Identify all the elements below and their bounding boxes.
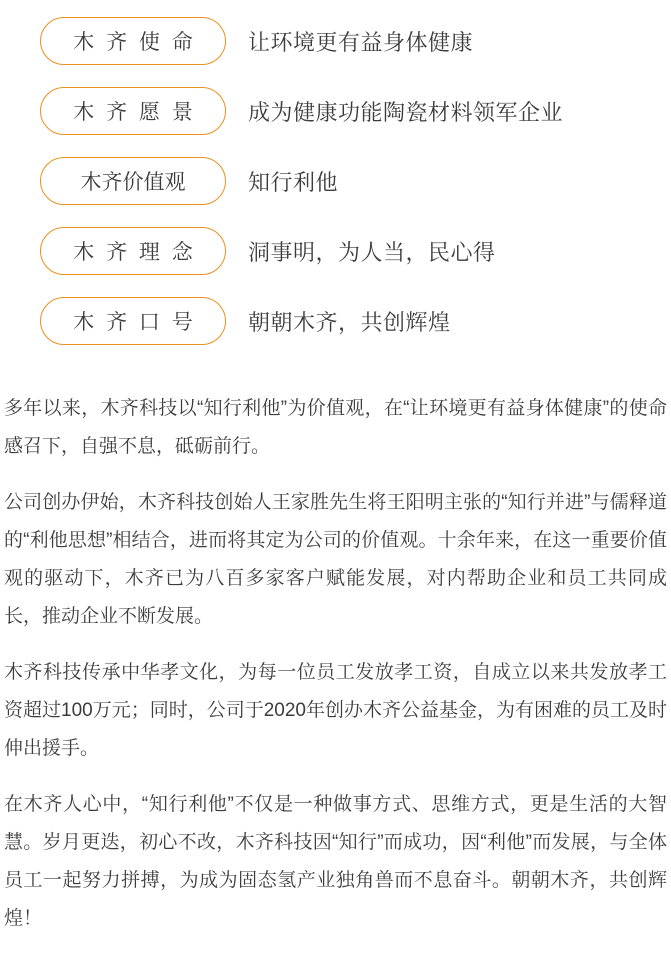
value-tag-slogan: 木 齐 口 号 — [40, 297, 226, 345]
value-text-philosophy: 洞事明，为人当，民心得 — [248, 239, 496, 265]
value-text-mission: 让环境更有益身体健康 — [248, 29, 474, 55]
paragraph: 在木齐人心中，“知行利他”不仅是一种做事方式、思维方式，更是生活的大智慧。岁月更迭，初心不改，木齐科技因“知行”而成功，因“利他”而发展，与全体员工一起努力拼搏，为成为固态氢产业独角兽而不息奋斗。朝朝木齐，共创辉煌！ — [4, 794, 667, 929]
value-text-vision: 成为健康功能陶瓷材料领军企业 — [248, 99, 564, 125]
value-tag-vision: 木 齐 愿 景 — [40, 87, 226, 135]
value-row — [0, 76, 671, 146]
paragraph: 木齐科技传承中华孝文化，为每一位员工发放孝工资，自成立以来共发放孝工资超过100万元；同时，公司于2020年创办木齐公益基金，为有困难的员工及时伸出援手。 — [4, 662, 667, 759]
value-row — [0, 6, 671, 76]
paragraph: 多年以来，木齐科技以“知行利他”为价值观，在“让环境更有益身体健康”的使命感召下，自强不息，砥砺前行。 — [4, 398, 667, 457]
value-text-values: 知行利他 — [248, 169, 339, 195]
value-tag-values: 木齐价值观 — [40, 157, 226, 205]
value-tag-mission: 木 齐 使 命 — [40, 17, 226, 65]
value-tag-philosophy: 木 齐 理 念 — [40, 227, 226, 275]
paragraph: 公司创办伊始，木齐科技创始人王家胜先生将王阳明主张的“知行并进”与儒释道的“利他思想”相结合，进而将其定为公司的价值观。十余年来，在这一重要价值观的驱动下，木齐已为八百多家客户赋能发展，对内帮助企业和员工共同成长，推动企业不断发展。 — [4, 492, 667, 627]
value-row — [0, 216, 671, 286]
value-row — [0, 286, 671, 356]
body-copy-section — [0, 374, 671, 938]
value-text-slogan: 朝朝木齐，共创辉煌 — [248, 309, 451, 335]
value-row — [0, 146, 671, 216]
core-values-section — [0, 0, 671, 374]
